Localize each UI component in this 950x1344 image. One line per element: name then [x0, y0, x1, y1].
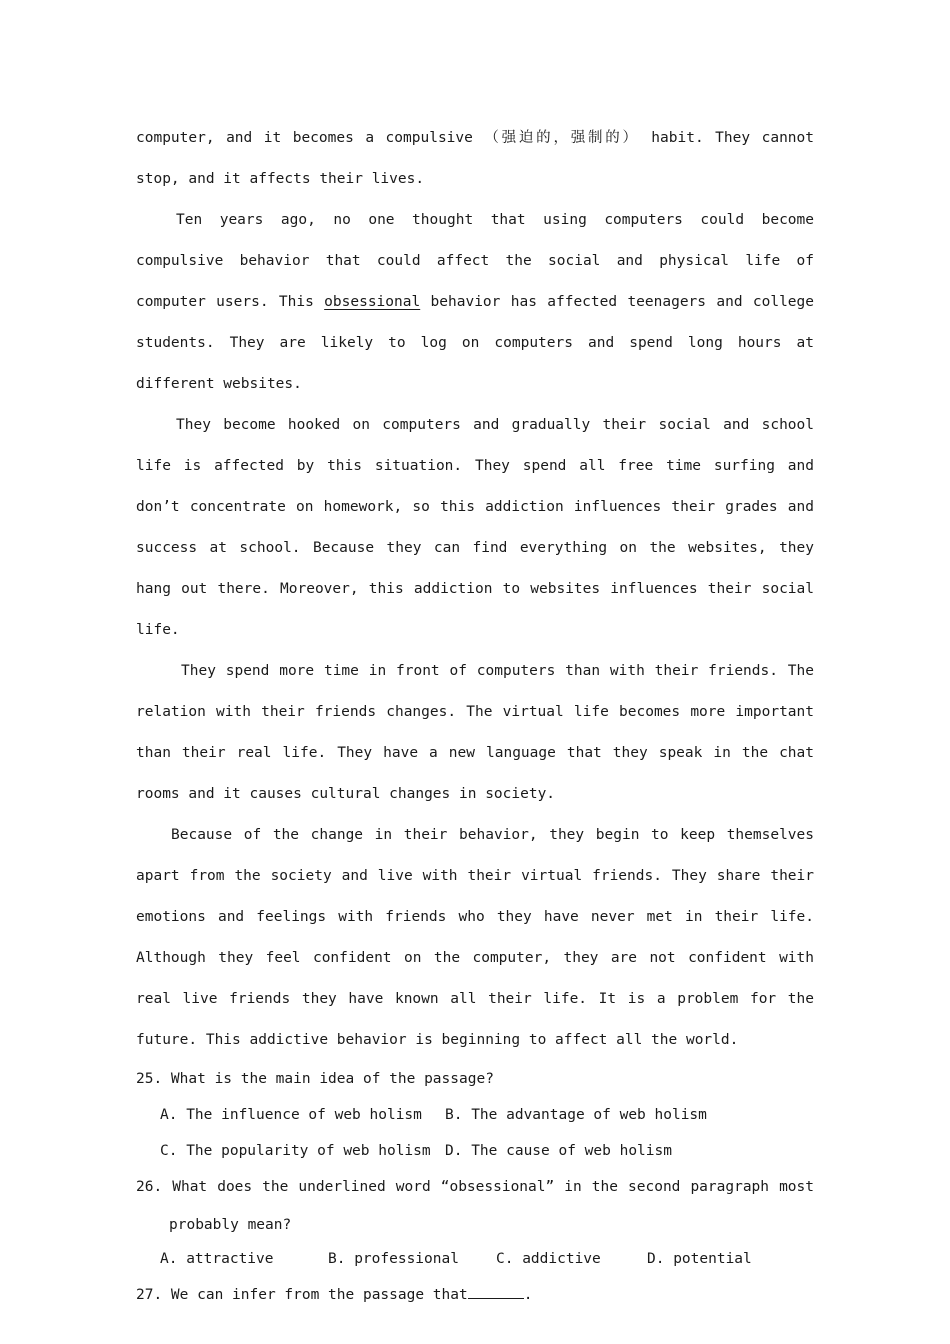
paragraph-text: behavior has affected teenagers and college students. They are likely to log on computers and spend long hours at different websites.: [136, 294, 814, 392]
option-b: B. professional: [328, 1251, 459, 1267]
option-d: D. potential: [647, 1251, 752, 1267]
question-27-stem: [136, 1277, 814, 1313]
question-27-text: 27. We can infer from the passage that: [136, 1287, 468, 1303]
underlined-word: obsessional: [324, 294, 421, 310]
passage-paragraph-0: [136, 118, 814, 200]
question-25-stem: 25. What is the main idea of the passage?: [136, 1071, 494, 1087]
option-c: C. addictive: [496, 1251, 601, 1267]
option-a: A. The influence of web holism: [160, 1107, 422, 1123]
option-b: B. The advantage of web holism: [445, 1107, 707, 1123]
question-26-stem-continued: probably mean?: [169, 1217, 292, 1233]
question-25-options-row-1: [136, 1097, 814, 1133]
question-25-options-row-2: [136, 1133, 814, 1169]
option-a: A. attractive: [160, 1251, 274, 1267]
answer-blank: [468, 1284, 524, 1299]
option-c: C. The popularity of web holism: [160, 1143, 431, 1159]
paragraph-text: Because of the change in their behavior, they begin to keep themselves apart from the society and live with their virtual friends. They share their emotions and feelings with friends who they have never met in their life. Although they feel confident on the computer, they are not confident with real live friends they have known all their life. It is a problem for the future. This addictive behavior is beginning to affect all the world.: [136, 827, 814, 1048]
paragraph-text: They become hooked on computers and gradually their social and school life is affected by this situation. They spend all free time surfing and don’t concentrate on homework, so this addiction influences their grades and success at school. Because they can find everything on the websites, they hang out there. Moreover, this addiction to websites influences their social life.: [136, 417, 814, 638]
question-27-period: .: [523, 1287, 533, 1303]
paragraph-text: Ten years ago, no one thought that using computers could become compulsive behavior that could affect the social and physical life of computer users. This: [136, 212, 814, 310]
document-page: [136, 118, 814, 1313]
option-d: D. The cause of web holism: [445, 1143, 672, 1159]
question-26-stem: 26. What does the underlined word “obsessional” in the second paragraph most: [136, 1179, 814, 1195]
paragraph-text: They spend more time in front of computers than with their friends. The relation with their friends changes. The virtual life becomes more important than their real life. They have a new language that they speak in the chat rooms and it causes cultural changes in society.: [136, 663, 814, 802]
passage-paragraph-2: [136, 405, 814, 651]
passage-paragraph-3: [136, 651, 814, 815]
question-26-options: [136, 1241, 814, 1277]
passage-paragraph-1: [136, 200, 814, 405]
passage-paragraph-4: [136, 815, 814, 1061]
paragraph-text: computer, and it becomes a compulsive （强迫的，强制的） habit. They cannot stop, and it affects their lives.: [136, 130, 814, 187]
